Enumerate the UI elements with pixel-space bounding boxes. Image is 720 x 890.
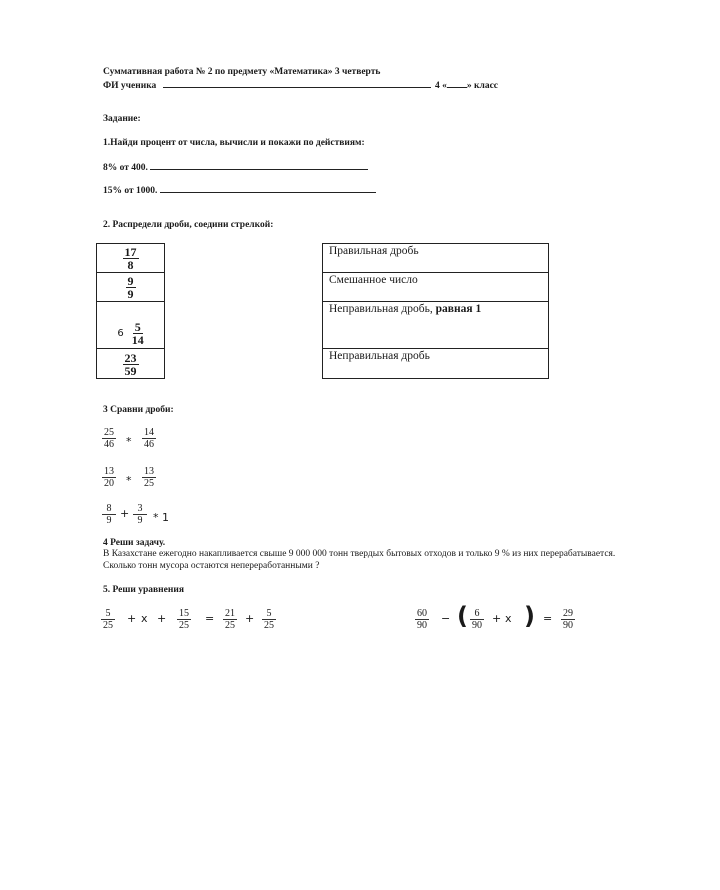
task-heading: Задание: xyxy=(103,114,141,124)
fraction xyxy=(132,321,144,346)
numerator: 5 xyxy=(262,608,276,620)
eq2-equals: = xyxy=(543,612,553,625)
eq2-plus: + xyxy=(492,612,502,625)
task1-answer2-field[interactable] xyxy=(160,184,376,193)
denominator: 90 xyxy=(563,620,573,631)
denominator: 9 xyxy=(137,515,143,526)
fraction-denominator: 14 xyxy=(131,333,144,347)
eq2-left-paren: ( xyxy=(457,602,468,630)
denominator: 25 xyxy=(225,620,235,631)
numerator: 60 xyxy=(417,608,427,619)
compare3-sign[interactable]: * 1 xyxy=(153,511,169,524)
numerator: 13 xyxy=(104,466,114,477)
fraction-type-label: Правильная дробь xyxy=(329,245,419,257)
eq1-unknown-x: x xyxy=(141,612,148,625)
compare2-right-fraction xyxy=(142,466,156,489)
eq1-plus-1: + xyxy=(127,612,137,625)
denominator: 90 xyxy=(417,620,427,631)
task1-line1 xyxy=(103,161,368,173)
task4-text-line1: В Казахстане ежегодно накапливается свыше 9 000 000 тонн твердых бытовых отходов и только 9 % из них перерабатывается. xyxy=(103,549,616,559)
task4-heading: 4 Реши задачу. xyxy=(103,538,166,548)
numerator: 6 xyxy=(470,608,484,620)
student-line xyxy=(103,79,498,91)
eq2-fraction-3 xyxy=(561,608,575,631)
denominator: 46 xyxy=(144,439,154,450)
denominator: 25 xyxy=(264,620,274,631)
grade-field[interactable] xyxy=(447,79,467,88)
compare1-left-fraction xyxy=(102,427,116,450)
student-label: ФИ ученика xyxy=(103,81,157,91)
compare3-left-fraction xyxy=(102,503,116,526)
fraction-cell[interactable] xyxy=(97,302,165,349)
fraction-types-table xyxy=(322,243,549,379)
denominator: 25 xyxy=(179,620,189,631)
fraction-type-label: Смешанное число xyxy=(329,274,418,286)
compare3-right-fraction xyxy=(133,503,147,526)
eq1-plus-2: + xyxy=(157,612,167,625)
fraction-denominator: 9 xyxy=(127,287,134,301)
task5-heading: 5. Реши уравнения xyxy=(103,585,184,595)
task1-heading: 1.Найди процент от числа, вычисли и покажи по действиям: xyxy=(103,138,365,148)
fraction-denominator: 8 xyxy=(127,258,134,272)
eq2-fraction-2 xyxy=(470,608,484,631)
fraction-numerator: 17 xyxy=(124,245,137,259)
fraction-type-cell[interactable] xyxy=(323,302,549,349)
compare2-left-fraction xyxy=(102,466,116,489)
denominator: 9 xyxy=(106,515,112,526)
numerator: 3 xyxy=(133,503,147,515)
fraction xyxy=(123,352,139,377)
numerator: 21 xyxy=(225,608,235,619)
task1-line2-text: 15% от 1000. xyxy=(103,186,158,196)
task1-line2 xyxy=(103,184,376,196)
numerator: 8 xyxy=(102,503,116,515)
eq1-fraction-4 xyxy=(262,608,276,631)
compare1-sign[interactable]: * xyxy=(126,435,132,448)
task1-answer1-field[interactable] xyxy=(150,161,368,170)
denominator: 46 xyxy=(104,439,114,450)
numerator: 5 xyxy=(101,608,115,620)
page-title: Суммативная работа № 2 по предмету «Математика» 3 четверть xyxy=(103,67,381,77)
fraction-type-cell[interactable] xyxy=(323,349,549,379)
fraction xyxy=(123,246,139,271)
fraction xyxy=(126,275,136,300)
eq2-fraction-1 xyxy=(415,608,429,631)
numerator: 14 xyxy=(144,427,154,438)
fraction-cell[interactable] xyxy=(97,273,165,302)
eq1-plus-3: + xyxy=(245,612,255,625)
eq2-unknown-x: x xyxy=(505,612,512,625)
student-name-field[interactable] xyxy=(163,79,431,88)
numerator: 15 xyxy=(179,608,189,619)
fraction-numerator: 9 xyxy=(127,274,134,288)
mixed-whole-part: 6 xyxy=(117,328,124,339)
fraction-type-cell[interactable] xyxy=(323,273,549,302)
fractions-table xyxy=(96,243,165,379)
fraction-cell[interactable] xyxy=(97,349,165,379)
eq2-right-paren: ) xyxy=(524,602,535,630)
eq2-minus: − xyxy=(441,612,451,625)
fraction-numerator: 5 xyxy=(134,320,141,334)
fraction-type-label: Неправильная дробь xyxy=(329,350,430,362)
eq1-equals: = xyxy=(205,612,215,625)
eq1-fraction-2 xyxy=(177,608,191,631)
fraction-type-emphasis: равная 1 xyxy=(435,303,482,315)
grade-prefix: 4 « xyxy=(435,81,447,91)
fraction-cell[interactable] xyxy=(97,244,165,273)
task3-heading: 3 Сравни дроби: xyxy=(103,405,174,415)
fraction-denominator: 59 xyxy=(124,363,137,378)
compare1-right-fraction xyxy=(142,427,156,450)
task4-text-line2: Сколько тонн мусора остаются непереработанными ? xyxy=(103,561,320,571)
denominator: 90 xyxy=(472,620,482,631)
numerator: 25 xyxy=(104,427,114,438)
denominator: 25 xyxy=(103,620,113,631)
eq1-fraction-3 xyxy=(223,608,237,631)
fraction-type-label: Неправильная дробь, xyxy=(329,303,436,315)
numerator: 13 xyxy=(144,466,154,477)
task1-line1-text: 8% от 400. xyxy=(103,163,148,173)
compare2-sign[interactable]: * xyxy=(126,474,132,487)
denominator: 20 xyxy=(104,478,114,489)
eq1-fraction-1 xyxy=(101,608,115,631)
grade-suffix: » класс xyxy=(466,81,499,91)
task2-heading: 2. Распредели дроби, соедини стрелкой: xyxy=(103,220,274,230)
fraction-numerator: 23 xyxy=(124,350,137,365)
denominator: 25 xyxy=(144,478,154,489)
compare3-plus: + xyxy=(120,507,130,520)
numerator: 29 xyxy=(563,608,573,619)
fraction-type-cell[interactable] xyxy=(323,244,549,273)
